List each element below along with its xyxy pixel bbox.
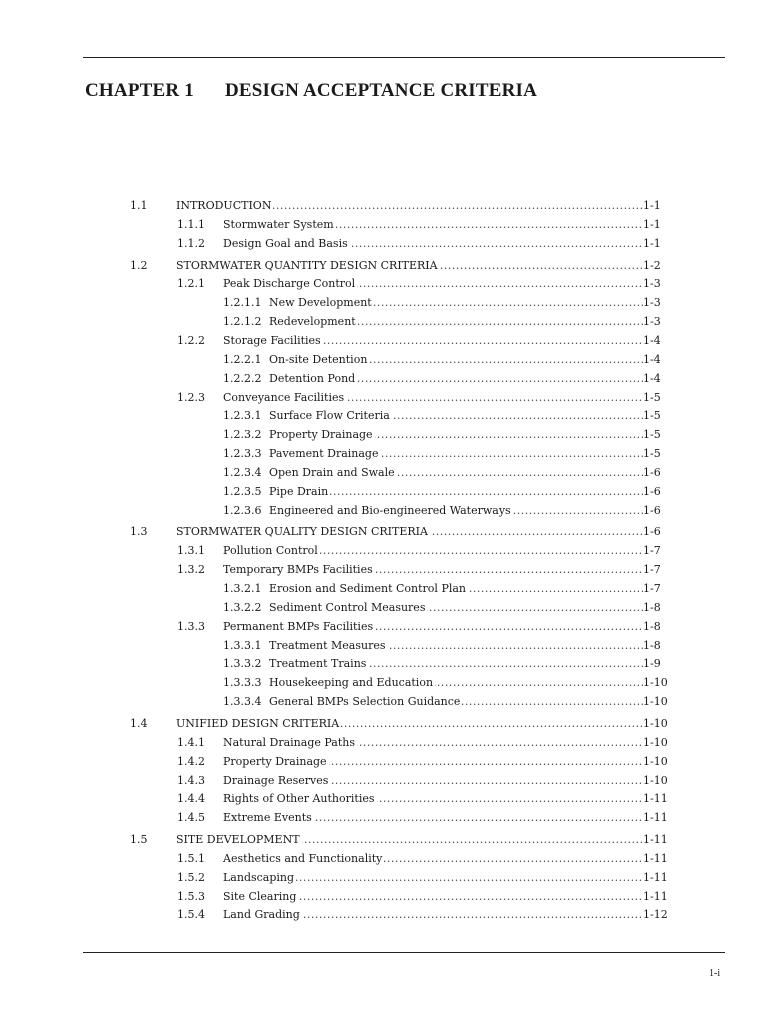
toc-entry-label: Treatment Measures xyxy=(269,638,386,652)
toc-entry-page: 1-10 xyxy=(643,695,668,709)
toc-entry-title xyxy=(223,849,643,868)
toc-entry-label: Permanent BMPs Facilities xyxy=(223,619,374,633)
toc-entry-number: 1.4.1 xyxy=(177,735,205,749)
toc-entry[interactable] xyxy=(0,733,768,752)
toc-entry-title xyxy=(223,274,643,293)
toc-entry-page: 1-10 xyxy=(643,676,668,690)
toc-entry-number: 1.3.2 xyxy=(177,563,205,577)
toc-entry-page: 1-12 xyxy=(643,908,668,922)
toc-entry-page: 1-6 xyxy=(643,525,661,539)
toc-entry[interactable] xyxy=(0,350,768,369)
toc-entry[interactable] xyxy=(0,654,768,673)
toc-entry-number: 1.3.3.1 xyxy=(223,638,262,652)
toc-entry-label: Conveyance Facilities xyxy=(223,390,345,404)
toc-entry-title xyxy=(223,789,643,808)
toc-entry-label: STORMWATER QUALITY DESIGN CRITERIA xyxy=(176,525,428,539)
toc-entry-number: 1.2.1.2 xyxy=(223,315,262,329)
toc-entry[interactable] xyxy=(0,234,768,253)
toc-entry-label: Open Drain and Swale xyxy=(269,465,395,479)
toc-entry-title xyxy=(176,830,643,849)
toc-entry-page: 1-10 xyxy=(643,773,668,787)
toc-entry[interactable] xyxy=(0,849,768,868)
toc-entry[interactable] xyxy=(0,789,768,808)
toc-entry-label: Surface Flow Criteria xyxy=(269,409,390,423)
toc-entry-number: 1.5.4 xyxy=(177,908,205,922)
page-number: 1-i xyxy=(709,968,721,979)
toc-entry-label: Stormwater System xyxy=(223,217,334,231)
toc-entry-label: Erosion and Sediment Control Plan xyxy=(269,582,467,595)
toc-entry-page: 1-7 xyxy=(643,544,661,558)
toc-entry-title xyxy=(223,331,643,350)
toc-entry-label: SITE DEVELOPMENT xyxy=(176,833,300,847)
toc-entry-number: 1.5.2 xyxy=(177,870,205,884)
toc-entry-number: 1.2.3.1 xyxy=(223,409,262,423)
toc-entry-number: 1.4.3 xyxy=(177,773,205,787)
toc-entry-label: Aesthetics and Functionality xyxy=(223,851,383,865)
toc-entry-number: 1.2.3.2 xyxy=(223,428,262,442)
toc-entry-title xyxy=(223,541,643,560)
toc-entry-title xyxy=(223,868,643,887)
toc-entry-title xyxy=(223,560,643,579)
toc-entry-title xyxy=(223,388,643,407)
toc-entry-label: Housekeeping and Education xyxy=(269,676,434,690)
toc-entry-number: 1.4.2 xyxy=(177,754,205,768)
toc-entry-number: 1.5.1 xyxy=(177,851,205,865)
toc-entry-title xyxy=(223,215,643,234)
toc-entry-title xyxy=(223,733,643,752)
toc-entry-label: Rights of Other Authorities xyxy=(223,792,375,806)
toc-entry[interactable] xyxy=(0,444,768,463)
toc-entry-title xyxy=(176,714,643,733)
toc-entry-title xyxy=(269,406,643,425)
toc-entry-number: 1.1 xyxy=(130,199,148,212)
toc-entry-label: Extreme Events xyxy=(223,811,312,825)
toc-entry-number: 1.2 xyxy=(130,258,148,272)
toc-entry-number: 1.5 xyxy=(130,833,148,847)
toc-entry-page: 1-5 xyxy=(643,409,661,423)
toc-entry-page: 1-6 xyxy=(643,503,661,517)
toc-entry[interactable] xyxy=(0,331,768,350)
toc-entry-label: Detention Pond xyxy=(269,371,356,385)
toc-entry-label: Design Goal and Basis xyxy=(223,236,348,250)
toc-entry-title xyxy=(269,312,643,331)
toc-entry-title xyxy=(223,771,643,790)
toc-entry-title xyxy=(176,196,643,215)
toc-entry-number: 1.2.2 xyxy=(177,333,205,347)
toc-entry[interactable] xyxy=(0,522,768,541)
toc-entry-number: 1.2.3.4 xyxy=(223,465,262,479)
toc-entry-label: Temporary BMPs Facilities xyxy=(223,563,373,577)
toc-entry-title xyxy=(269,444,643,463)
toc-entry[interactable] xyxy=(0,673,768,692)
toc-entry-title xyxy=(269,636,643,655)
toc-entry-number: 1.3.1 xyxy=(177,544,205,558)
toc-entry-title xyxy=(223,752,643,771)
toc-entry-label: Engineered and Bio-engineered Waterways xyxy=(269,503,511,517)
toc-entry-number: 1.2.3.5 xyxy=(223,484,262,498)
toc-entry-number: 1.2.1 xyxy=(177,277,205,291)
toc-entry[interactable] xyxy=(0,196,768,215)
toc-entry-number: 1.3.3.3 xyxy=(223,676,262,690)
toc-entry-page: 1-3 xyxy=(643,277,661,291)
toc-entry-page: 1-6 xyxy=(643,484,661,498)
toc-entry-number: 1.2.2.1 xyxy=(223,352,262,366)
toc-entry-number: 1.4.4 xyxy=(177,792,205,806)
toc-entry[interactable] xyxy=(0,868,768,887)
toc-entry-number: 1.4.5 xyxy=(177,811,205,825)
toc-entry[interactable] xyxy=(0,636,768,655)
toc-entry-label: Land Grading xyxy=(223,908,300,922)
toc-entry[interactable] xyxy=(0,501,768,520)
toc-entry[interactable] xyxy=(0,887,768,906)
toc-entry-label: Pavement Drainage xyxy=(269,447,379,461)
toc-entry-number: 1.5.3 xyxy=(177,889,205,903)
toc-entry-title xyxy=(223,234,643,253)
toc-entry-page: 1-8 xyxy=(643,600,661,614)
toc-entry-page: 1-4 xyxy=(643,371,661,385)
toc-entry-page: 1-1 xyxy=(643,236,661,250)
toc-entry-page: 1-7 xyxy=(643,563,661,577)
toc-entry-number: 1.2.3.3 xyxy=(223,447,262,461)
toc-entry-label: Drainage Reserves xyxy=(223,773,329,787)
toc-entry-page: 1-11 xyxy=(643,811,668,825)
toc-entry-title xyxy=(223,905,643,924)
toc-entry-title xyxy=(269,482,643,501)
toc-entry[interactable] xyxy=(0,388,768,407)
toc-entry[interactable] xyxy=(0,215,768,234)
toc-entry[interactable] xyxy=(0,771,768,790)
toc-entry-number: 1.2.2.2 xyxy=(223,371,262,385)
toc-entry-number: 1.1.2 xyxy=(177,236,205,250)
toc-entry[interactable] xyxy=(0,617,768,636)
chapter-title: DESIGN ACCEPTANCE CRITERIA xyxy=(225,80,538,101)
toc-entry-page: 1-3 xyxy=(643,315,661,329)
toc-entry-page: 1-5 xyxy=(643,390,661,404)
toc-entry-title xyxy=(176,522,643,541)
toc-entry[interactable] xyxy=(0,274,768,293)
toc-entry[interactable] xyxy=(0,482,768,501)
toc-entry-page: 1-8 xyxy=(643,638,661,652)
toc-entry-title xyxy=(223,808,643,827)
toc-entry[interactable] xyxy=(0,560,768,579)
toc-entry-number: 1.3 xyxy=(130,525,148,539)
toc-entry[interactable] xyxy=(0,369,768,388)
toc-entry-title xyxy=(269,501,643,520)
toc-entry-label: New Development xyxy=(269,296,372,310)
toc-entry-page: 1-1 xyxy=(643,217,661,231)
toc-entry-title xyxy=(269,293,643,312)
toc-entry-title xyxy=(269,350,643,369)
toc-entry-label: Pipe Drain xyxy=(269,484,329,498)
toc-entry-label: Landscaping xyxy=(223,870,295,884)
toc-entry-page: 1-11 xyxy=(643,833,668,847)
toc-entry-page: 1-11 xyxy=(643,870,668,884)
toc-entry-label: On-site Detention xyxy=(269,352,368,366)
toc-entry[interactable] xyxy=(0,752,768,771)
toc-entry-page: 1-7 xyxy=(643,582,661,595)
toc-entry-label: Property Drainage xyxy=(223,754,327,768)
chapter-number: CHAPTER 1 xyxy=(85,80,194,101)
toc-entry-label: STORMWATER QUANTITY DESIGN CRITERIA xyxy=(176,258,438,272)
toc-entry[interactable] xyxy=(0,293,768,312)
toc-entry-number: 1.3.3.2 xyxy=(223,657,262,671)
toc-entry-title xyxy=(269,673,643,692)
toc-entry-label: Property Drainage xyxy=(269,428,373,442)
toc-entry-title xyxy=(269,463,643,482)
toc-entry-page: 1-11 xyxy=(643,851,668,865)
toc-entry-title xyxy=(269,598,643,617)
toc-entry-label: Treatment Trains xyxy=(269,657,367,671)
toc-entry-page: 1-3 xyxy=(643,296,661,310)
toc-entry-label: Storage Facilities xyxy=(223,333,321,347)
toc-entry[interactable] xyxy=(0,808,768,827)
toc-entry-page: 1-1 xyxy=(643,199,661,212)
toc-entry-label: Site Clearing xyxy=(223,889,297,903)
toc-entry-label: General BMPs Selection Guidance xyxy=(269,695,461,709)
toc-entry-number: 1.3.2.1 xyxy=(223,582,262,595)
toc-entry-title xyxy=(269,654,643,673)
toc-entry-number: 1.4 xyxy=(130,716,148,730)
toc-entry[interactable] xyxy=(0,425,768,444)
toc-entry-page: 1-11 xyxy=(643,792,668,806)
toc-entry-page: 1-4 xyxy=(643,352,661,366)
toc-entry-page: 1-10 xyxy=(643,716,668,730)
toc-entry-title xyxy=(223,617,643,636)
toc-entry-label: Natural Drainage Paths xyxy=(223,735,355,749)
toc-entry-page: 1-6 xyxy=(643,465,661,479)
toc-entry-label: Peak Discharge Control xyxy=(223,277,356,291)
toc-entry[interactable] xyxy=(0,714,768,733)
toc-entry[interactable] xyxy=(0,463,768,482)
toc-entry[interactable] xyxy=(0,312,768,331)
toc-entry-page: 1-8 xyxy=(643,619,661,633)
toc-entry-title xyxy=(269,369,643,388)
toc-entry[interactable] xyxy=(0,256,768,275)
toc-entry-label: Sediment Control Measures xyxy=(269,600,426,614)
toc-entry[interactable] xyxy=(0,541,768,560)
toc-entry-page: 1-5 xyxy=(643,428,661,442)
toc-entry-page: 1-5 xyxy=(643,447,661,461)
toc-entry-title xyxy=(269,692,643,711)
toc-entry[interactable] xyxy=(0,406,768,425)
toc-entry-page: 1-2 xyxy=(643,258,661,272)
toc-entry-number: 1.2.3.6 xyxy=(223,503,262,517)
toc-entry-number: 1.2.1.1 xyxy=(223,296,262,310)
toc-entry[interactable] xyxy=(0,692,768,711)
toc-entry-label: Redevelopment xyxy=(269,315,356,329)
toc-entry-page: 1-9 xyxy=(643,657,661,671)
toc-entry[interactable] xyxy=(0,905,768,924)
toc-entry[interactable] xyxy=(0,579,768,598)
toc-entry-number: 1.2.3 xyxy=(177,390,205,404)
toc-entry-label: Pollution Control xyxy=(223,544,318,558)
toc-entry[interactable] xyxy=(0,598,768,617)
toc-entry-title xyxy=(269,579,643,598)
footer-rule xyxy=(83,952,725,953)
toc-entry-title xyxy=(269,425,643,444)
toc-entry-number: 1.3.3.4 xyxy=(223,695,262,709)
toc-entry-number: 1.3.3 xyxy=(177,619,205,633)
toc-entry-page: 1-10 xyxy=(643,735,668,749)
toc-entry-page: 1-11 xyxy=(643,889,668,903)
toc-entry[interactable] xyxy=(0,830,768,849)
toc-entry-label: INTRODUCTION xyxy=(176,199,272,212)
toc-entry-number: 1.3.2.2 xyxy=(223,600,262,614)
toc-entry-number: 1.1.1 xyxy=(177,217,205,231)
toc-entry-page: 1-10 xyxy=(643,754,668,768)
toc-entry-title xyxy=(223,887,643,906)
toc-entry-title xyxy=(176,256,643,275)
toc-entry-page: 1-4 xyxy=(643,333,661,347)
toc-entry-label: UNIFIED DESIGN CRITERIA xyxy=(176,716,340,730)
